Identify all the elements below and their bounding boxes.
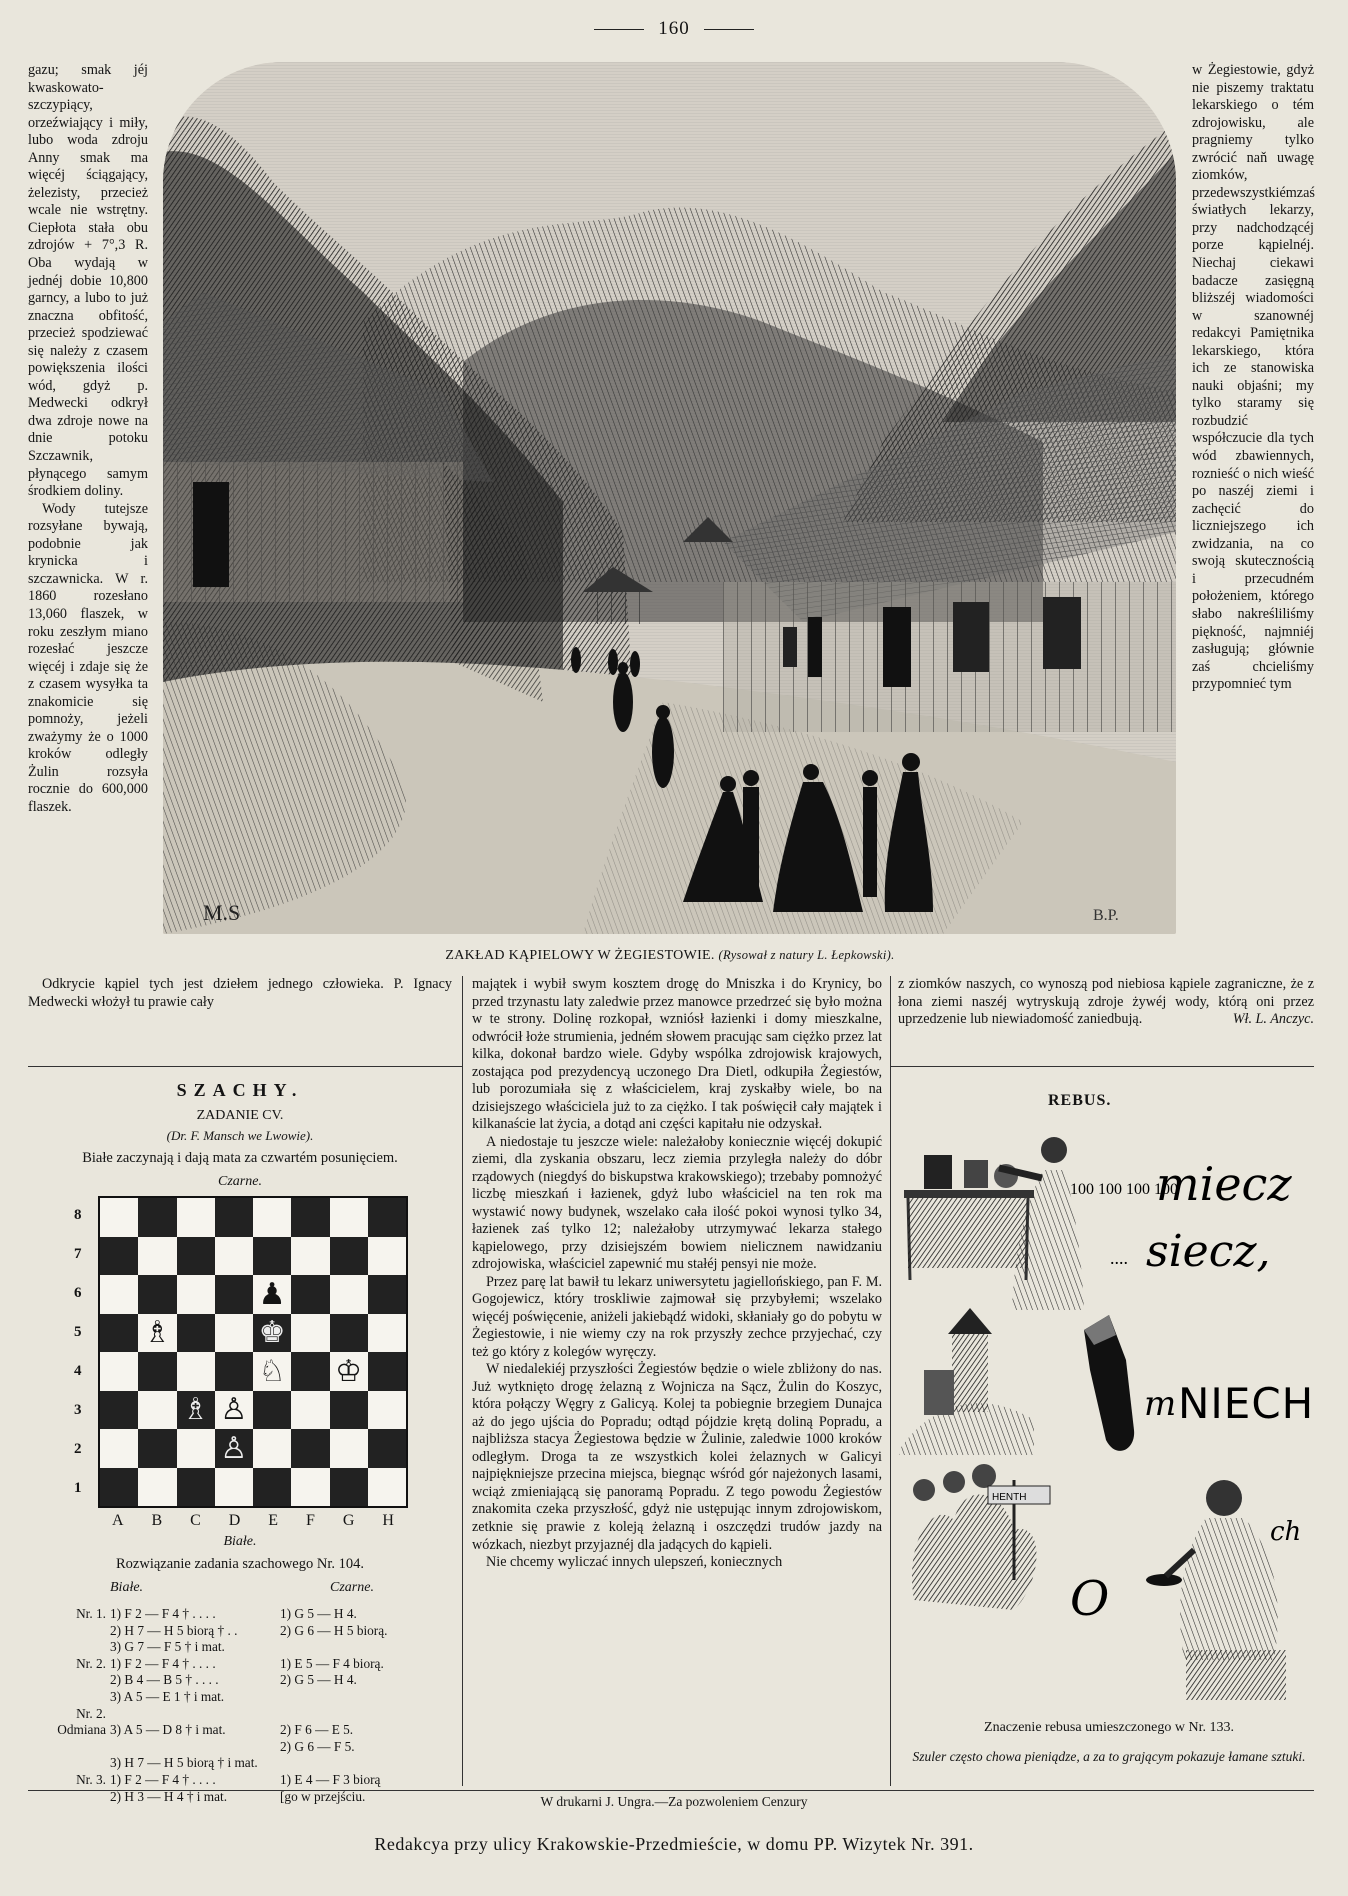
- board-square: [330, 1352, 368, 1391]
- board-square: [100, 1391, 138, 1430]
- solution-black: [280, 1639, 458, 1656]
- board-square: [215, 1429, 253, 1468]
- board-square: [330, 1314, 368, 1353]
- seated-man-picture: [1146, 1480, 1286, 1700]
- rebus-title: REBUS.: [1048, 1092, 1112, 1109]
- solution-row: [48, 1639, 458, 1656]
- column-rule-1: [462, 976, 463, 1786]
- solution-label: Nr. 2.: [76, 1705, 106, 1721]
- board-square: [100, 1314, 138, 1353]
- rebus-top-rule: [890, 1066, 1314, 1067]
- solution-row: [48, 1623, 458, 1640]
- board-square: [330, 1237, 368, 1276]
- chess-problem-number: ZADANIE CV.: [196, 1108, 284, 1123]
- solution-label: [48, 1739, 110, 1756]
- board-square: [215, 1314, 253, 1353]
- middle-column: [472, 976, 882, 1572]
- solution-label: [48, 1672, 110, 1689]
- solution-white: 2) B 4 — B 5 † . . . .: [110, 1672, 219, 1688]
- board-square: [291, 1468, 329, 1507]
- board-square: [215, 1198, 253, 1237]
- chess-piece: ♟: [258, 1277, 286, 1311]
- rebus-puzzle: [894, 1120, 1314, 1740]
- board-square: [215, 1237, 253, 1276]
- board-square: [291, 1352, 329, 1391]
- rebus-numbers: 100 100 100 100: [1070, 1181, 1178, 1198]
- board-files: [98, 1512, 408, 1530]
- solution-white: 3) G 7 — F 5 † i mat.: [110, 1639, 225, 1655]
- right-bottom-para: z ziomków naszych, co wynoszą pod niebiosa kąpiele zagraniczne, że z łona ziemi naszéj wytryskują zdroje żywéj wody, którą oni przez uprzedzenie lub niewiadomość zaniedbują. Wł. L. Anczyc.: [898, 976, 1314, 1027]
- board-square: [215, 1391, 253, 1430]
- board-square: [368, 1391, 406, 1430]
- rank-label: 1: [74, 1480, 82, 1496]
- solution-label: [48, 1755, 110, 1772]
- left-continued: [28, 976, 452, 1011]
- solution-row: [48, 1706, 458, 1723]
- board-square: [100, 1429, 138, 1468]
- footer-rule: [28, 1790, 1314, 1791]
- file-label: E: [268, 1512, 279, 1529]
- solution-table: [48, 1606, 458, 1805]
- board-square: [177, 1237, 215, 1276]
- chess-author: (Dr. F. Mansch we Lwowie).: [166, 1128, 314, 1143]
- board-square: [291, 1237, 329, 1276]
- board-square: [138, 1352, 176, 1391]
- left-para-3: Odkrycie kąpiel tych jest dziełem jednego człowieka. P. Ignacy Medwecki włożył tu prawie cały: [28, 976, 452, 1010]
- solution-label: [48, 1623, 110, 1640]
- board-square: [368, 1352, 406, 1391]
- solution-row: [48, 1606, 458, 1623]
- rebus-o: O: [1070, 1571, 1110, 1627]
- board-square: [138, 1468, 176, 1507]
- solution-label: Nr. 1.: [76, 1606, 106, 1621]
- chess-piece: ♗: [182, 1393, 210, 1427]
- column-rule-2: [890, 976, 891, 1786]
- board-square: [138, 1275, 176, 1314]
- board-square: [291, 1391, 329, 1430]
- board-square: [177, 1314, 215, 1353]
- board-square: [330, 1391, 368, 1430]
- board-square: [330, 1429, 368, 1468]
- right-column: [1192, 62, 1314, 1022]
- solution-white: [110, 1706, 280, 1723]
- board-square: [215, 1468, 253, 1507]
- board-square: [138, 1391, 176, 1430]
- board-square: [368, 1198, 406, 1237]
- rank-label: 4: [74, 1363, 82, 1379]
- board-square: [291, 1198, 329, 1237]
- solution-label: Odmiana: [57, 1722, 106, 1738]
- left-column: [28, 62, 148, 1062]
- engraving-signature-left: M.S: [203, 900, 241, 925]
- middle-para-3: Przez parę lat bawił tu lekarz uniwersytetu jagiellońskiego, pan F. M. Gogojewicz, który troskliwie zajmował się przybyłemi; wszelako więcéj poświęcenie, aniżeli jakiebądź widoki, skłaniały go do pobytu w Żegiestowie, i nie wiemy czy na rok przyszły zechce przyjechać, czy też go który z kolegów wyręczy.: [472, 1273, 882, 1360]
- engraving-caption: [300, 948, 1040, 964]
- solution-white: 2) H 3 — H 4 † i mat.: [110, 1788, 228, 1804]
- board-square: [138, 1198, 176, 1237]
- board-square: [253, 1237, 291, 1276]
- board-square: [138, 1314, 176, 1353]
- rebus-solution-title: Znaczenie rebusa umieszczonego w Nr. 133.: [984, 1720, 1234, 1735]
- middle-para-4: W niedalekiéj przyszłości Żegiestów będzie o wiele zbliżony do nas. Już wytknięto drogę żelazną z Wojnicza na Sącz, Żulin do Koszyc, która połączy Węgry z Galicyą. Kolej ta pobiegnie brzegiem Dunajca aż do jego ujścia do Popradu; odtąd pójdzie krętą doliną Popradu, a najbliższa stacya Żegiestowa będzie w Żulinie, zaledwie 1000 kroków odległym. Droga ta ze wszystkich kolei żelaznych w Galicyi najpiękniejsze przecina miejsca, biegnąc wśród gór najeżonych lasami, wciąż zmieniającą się panoramą Popradu. Z tego powodu Żegiestów znakomita czeka przyszłość, gdyż nie ustępując innym zdrojowiskom, zetknie się prawie z koleją żelazną i oszczędzi trudów jazdy na wózkach, niezbyt przyjaznéj dla jadących do kąpieli.: [472, 1361, 882, 1553]
- board-square: [138, 1429, 176, 1468]
- board-square: [100, 1198, 138, 1237]
- board-square: [253, 1429, 291, 1468]
- engraving-signature-right: B.P.: [1093, 907, 1119, 924]
- board-square: [177, 1198, 215, 1237]
- rank-label: 3: [74, 1402, 82, 1418]
- chess-board: [98, 1196, 408, 1508]
- solution-black: 2) G 6 — F 5.: [280, 1738, 355, 1754]
- svg-text:....: ....: [1110, 1248, 1128, 1268]
- board-square: [368, 1429, 406, 1468]
- rank-label: 2: [74, 1441, 82, 1457]
- solution-row: [48, 1672, 458, 1689]
- page-number: 160: [0, 18, 1348, 40]
- middle-para-2: A niedostaje tu jeszcze wiele: należałoby koniecznie więcéj dokupić ziemi, dla zyskania obszaru, lecz ziemia przyległa należy do dóbr rządowych (niegdyś do biskupstwa krakowskiego); trzebaby pomnożyć liczbę mieszkań i łazienek, gdyż lubo właściciel na ten rok ma wystawić nowy budynek, wszelako cała ilość pokoi wynosi tylko 34, łazienek zaś tylko 12; należałoby utrzymywać lekarza stałego kąpielowego, przy dzisiejszém bowiem nielicznem nawidzaniu zdrojowiska, właściciel zapewnić mu stałéj pensyi nie może.: [472, 1133, 882, 1273]
- file-label: G: [342, 1512, 355, 1529]
- chess-white-label: Białe.: [223, 1534, 257, 1549]
- solution-black: [280, 1689, 458, 1706]
- solution-white: 1) F 2 — F 4 † . . . .: [110, 1771, 216, 1787]
- solution-label: [48, 1689, 110, 1706]
- middle-para-5: Nie chcemy wyliczać innych ulepszeń, koniecznych: [486, 1554, 783, 1571]
- board-square: [253, 1352, 291, 1391]
- solution-black-header: Czarne.: [330, 1580, 374, 1595]
- board-square: [368, 1314, 406, 1353]
- rank-label: 5: [74, 1324, 82, 1340]
- board-square: [177, 1429, 215, 1468]
- board-square: [100, 1275, 138, 1314]
- woman-at-table-picture: [904, 1137, 1084, 1310]
- author-signature: Wł. L. Anczyc.: [1232, 1011, 1314, 1027]
- chess-piece: ♙: [220, 1431, 248, 1465]
- solution-white: 2) H 7 — H 5 biorą † . .: [110, 1622, 238, 1638]
- chess-title: SZACHY.: [176, 1080, 304, 1100]
- solution-white: 1) F 2 — F 4 † . . . .: [110, 1606, 216, 1621]
- solution-black: [280, 1706, 458, 1723]
- right-para: w Żegiestowie, gdyż nie piszemy traktatu lekarskiego o tém zdrojowisku, ale pragniemy tylko zwrócić naň uwagę ziomków, przedewszystkiémzaś światłych lekarzy, przy nadchodzącéj porze kąpielnéj. Niechaj ciekawi badacze zasięgną bliższéj wiadomości w szanownéj redakcyi Pamiętnika lekarskiego, która ich ze stanowiska nauki objaśni; my tylko staramy się rozbudzić współczucie dla tych wód zbawiennych, roznieść o nich wieść po naszéj ziemi i zachęcić do liczniejszego ich zwidzania, na co swoją skutecznością i przecudném położeniem, którego słabo nakreśliliśmy piękność, najmniéj zasługują; głównie zaś chcieliśmy przypomnieć tym: [1192, 62, 1315, 693]
- rebus-solution-text: Szuler często chowa pieniądze, a za to grającym pokazuje łamane sztuki.: [912, 1749, 1306, 1764]
- rebus-word-siecz: siecz,: [1146, 1226, 1271, 1277]
- rebus-word-miecz: miecz: [1156, 1157, 1292, 1211]
- editorial-address: Redakcya przy ulicy Krakowskie-Przedmieście, w domu PP. Wizytek Nr. 391.: [374, 1834, 974, 1854]
- board-square: [368, 1275, 406, 1314]
- board-square: [177, 1468, 215, 1507]
- board-square: [253, 1314, 291, 1353]
- board-square: [291, 1275, 329, 1314]
- board-square: [253, 1275, 291, 1314]
- bush-with-sign-picture: [912, 1464, 1050, 1610]
- solution-row: [48, 1772, 458, 1789]
- board-square: [368, 1468, 406, 1507]
- solution-black: 1) E 5 — F 4 biorą.: [280, 1655, 384, 1671]
- file-label: B: [151, 1512, 163, 1529]
- chess-piece: ♗: [143, 1316, 171, 1350]
- file-label: A: [111, 1512, 124, 1529]
- left-para-1: gazu; smak jéj kwaskowato-szczypiący, orzeźwiający i miły, lubo woda zdroju Anny smak ma więcéj ściągający, żelezisty, przecież wcale nie wstrętny. Ciepłota stała obu zdrojów + 7°,3 R. Oba wydają w jednéj dobie 10,800 garncy, a lubo to już znaczna obfitość, przecież spodziewać się należy z czasem powiększenia ilości wód, gdyż p. Medwecki odkrył dwa zdroje nowe na dnie potoku Szczawnik, płynącego samym środkiem doliny.: [28, 62, 148, 500]
- board-square: [100, 1352, 138, 1391]
- chess-solution-title: Rozwiązanie zadania szachowego Nr. 104.: [115, 1556, 364, 1572]
- board-square: [253, 1391, 291, 1430]
- right-bottom-column: [890, 976, 1314, 1029]
- solution-black: [280, 1755, 458, 1772]
- chess-instruction: Białe zaczynają i dają mata za czwartém posunięciem.: [82, 1150, 398, 1166]
- board-square: [100, 1468, 138, 1507]
- board-square: [330, 1468, 368, 1507]
- solution-white: 3) A 5 — E 1 † i mat.: [110, 1688, 225, 1704]
- rebus-sign-text: HENTH: [992, 1492, 1027, 1503]
- board-square: [177, 1352, 215, 1391]
- printer-note: W drukarni J. Ungra.—Za pozwoleniem Cenzury: [540, 1794, 808, 1809]
- board-square: [253, 1468, 291, 1507]
- board-square: [291, 1314, 329, 1353]
- solution-black: 2) G 5 — H 4.: [280, 1672, 357, 1688]
- board-square: [330, 1198, 368, 1237]
- file-label: D: [228, 1512, 241, 1529]
- solution-white: 3) H 7 — H 5 biorą † i mat.: [110, 1755, 258, 1771]
- chess-piece: ♙: [220, 1393, 248, 1427]
- rebus-word-niech: NIECH: [1178, 1379, 1314, 1428]
- solution-white-header: Białe.: [110, 1580, 144, 1595]
- board-square: [291, 1429, 329, 1468]
- solution-black: 2) F 6 — E 5.: [280, 1722, 354, 1738]
- solution-row: [48, 1739, 458, 1756]
- solution-black: 1) G 5 — H 4.: [280, 1606, 357, 1621]
- file-label: C: [190, 1512, 201, 1529]
- caption-title: ZAKŁAD KĄPIELOWY W ŻEGIESTOWIE.: [445, 948, 715, 963]
- board-square: [177, 1391, 215, 1430]
- solution-white: [110, 1739, 280, 1756]
- board-square: [177, 1275, 215, 1314]
- boot-picture: [1084, 1315, 1134, 1451]
- solution-white: 3) A 5 — D 8 † i mat.: [110, 1722, 226, 1738]
- board-square: [253, 1198, 291, 1237]
- rebus-m: m: [1144, 1384, 1177, 1424]
- rank-label: 6: [74, 1285, 82, 1301]
- file-label: H: [382, 1512, 394, 1529]
- chess-piece: ♘: [258, 1354, 286, 1388]
- rebus-ch: ch: [1270, 1517, 1302, 1547]
- chess-piece: ♚: [258, 1316, 286, 1350]
- board-square: [330, 1275, 368, 1314]
- solution-black: 1) E 4 — F 3 biorą: [280, 1771, 381, 1787]
- chess-top-rule: [28, 1066, 462, 1067]
- chess-black-label: Czarne.: [218, 1174, 262, 1189]
- board-square: [215, 1275, 253, 1314]
- castle-on-hill-picture: [899, 1308, 1034, 1455]
- bath-house-engraving: [163, 62, 1176, 934]
- solution-label: [48, 1639, 110, 1656]
- solution-row: [48, 1722, 458, 1739]
- solution-label: Nr. 2.: [76, 1655, 106, 1671]
- board-square: [215, 1352, 253, 1391]
- solution-white: 1) F 2 — F 4 † . . . .: [110, 1655, 216, 1671]
- solution-row: [48, 1656, 458, 1673]
- board-ranks: [74, 1196, 94, 1508]
- solution-row: [48, 1755, 458, 1772]
- rank-label: 8: [74, 1207, 82, 1223]
- rank-label: 7: [74, 1246, 82, 1262]
- left-para-2: Wody tutejsze rozsyłane bywają, podobnie jak krynicka i szczawnicka. W r. 1860 rozesłano 13,060 flaszek, w roku zeszłym miano rozesłać jeszcze więcéj i zdaje się że z czasem wysyłka ta znakomicie się pomnoży, jeżeli zważymy że o 1000 kroków odległy Żulin rozsyła rocznie do 600,000 flaszek.: [28, 500, 148, 815]
- caption-credit: (Rysował z natury L. Łepkowski).: [718, 948, 895, 962]
- solution-label: Nr. 3.: [76, 1771, 106, 1787]
- board-square: [138, 1237, 176, 1276]
- solution-black: [go w przejściu.: [280, 1788, 366, 1804]
- solution-row: [48, 1689, 458, 1706]
- chess-piece: ♔: [335, 1354, 363, 1388]
- middle-para-1: majątek i wybił swym kosztem drogę do Mniszka i do Krynicy, bo przed trzynastu laty zaledwie przez manowce przedrzeć się było można w te strony. Dolinę rozkopał, wzniósł łazienki i domy mieszkalne, odwrócił łoże strumienia, jedném słowem pracując sam ciężko przez lat kilka, dokonał bardzo wiele. Gdyby wspólka zdrojowisk krajowych, zostająca pod prezydencyą uczonego Dra Dietl, odkupiła Żegiestów, lub porozumiała się z właścicielem, kraj zyskałby wiele, bo na dzisiejszego właściciela już to za ciężko. I tak poświęcił cały majątek i kilkanaście lat życia, a dotąd ani części kapitału nie odzyskał.: [472, 976, 882, 1133]
- file-label: F: [305, 1512, 315, 1529]
- solution-black: 2) G 6 — H 5 biorą.: [280, 1622, 388, 1638]
- board-square: [368, 1237, 406, 1276]
- board-square: [100, 1237, 138, 1276]
